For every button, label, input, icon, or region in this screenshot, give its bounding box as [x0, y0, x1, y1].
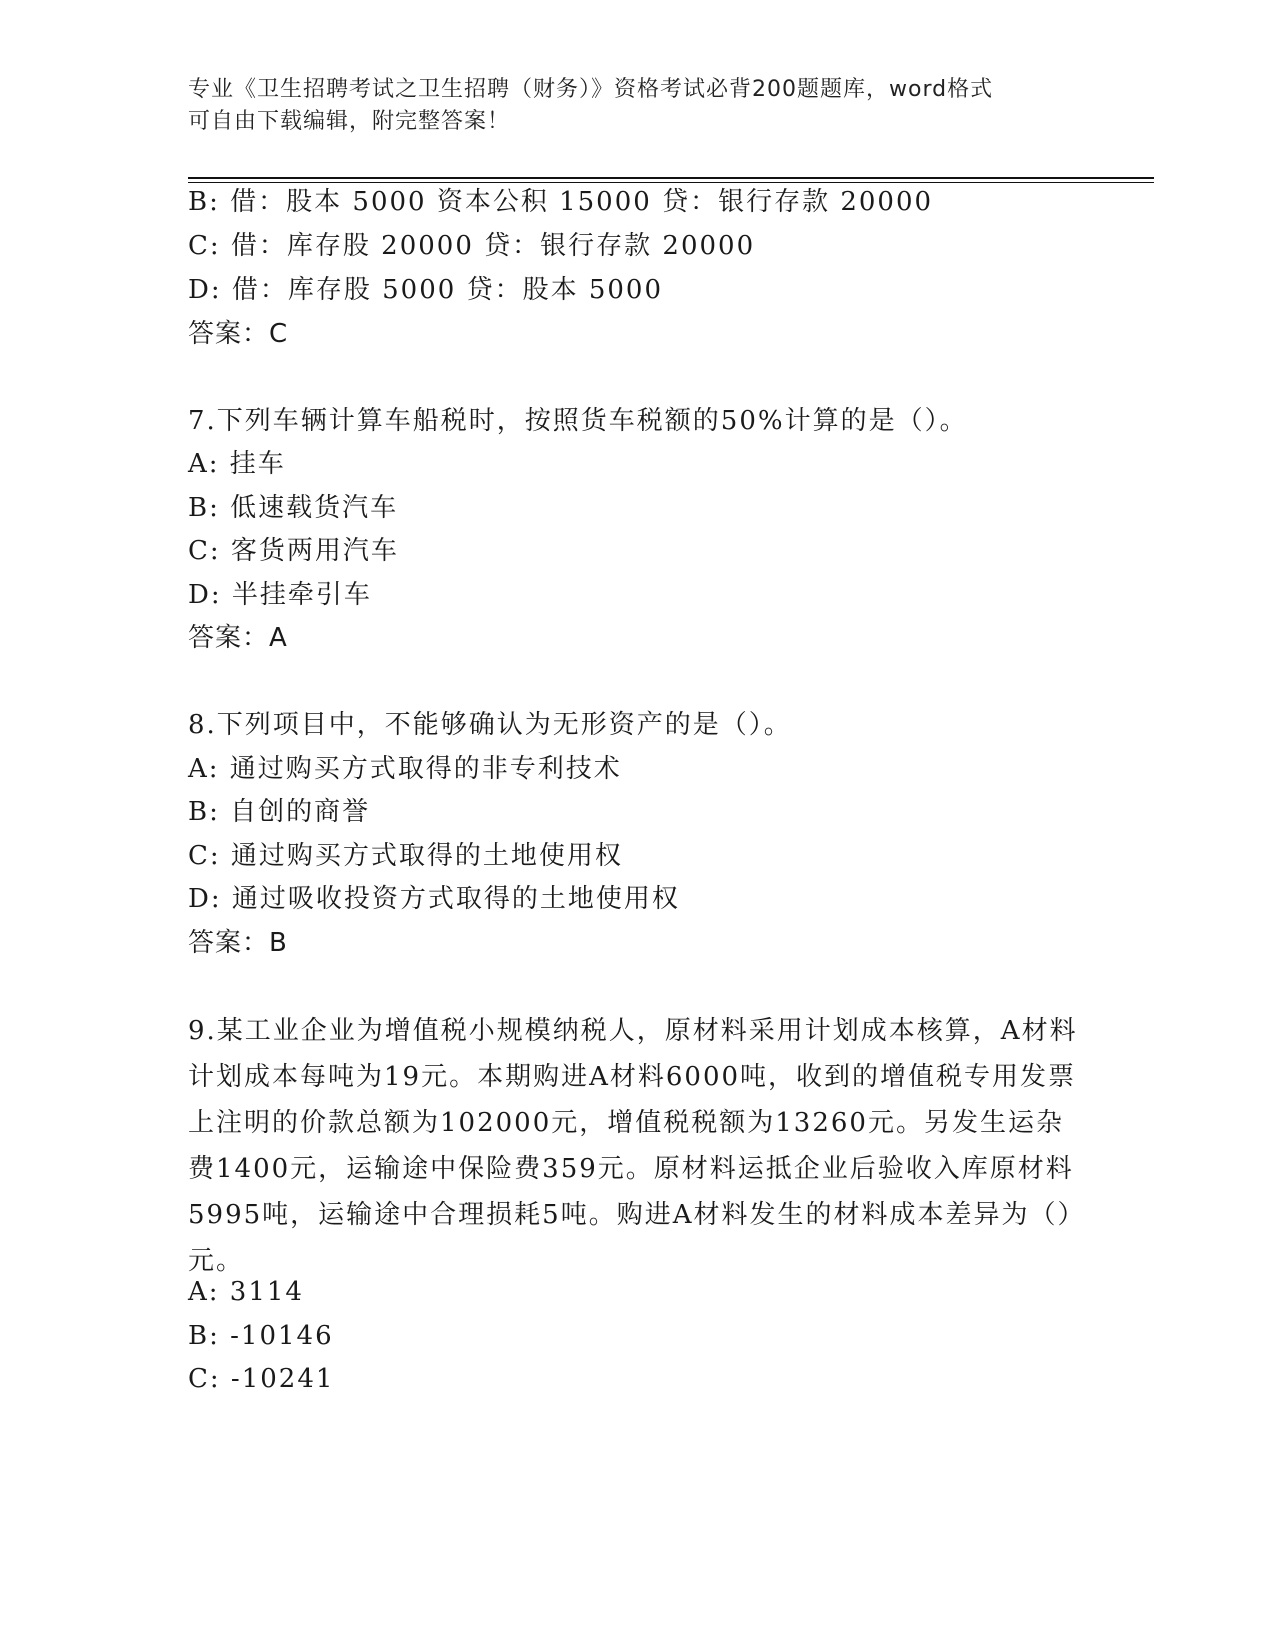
q8-answer: 答案：B [188, 928, 288, 958]
q8-option-b: B: 自创的商誉 [188, 797, 371, 827]
q8-option-c: C: 通过购买方式取得的土地使用权 [188, 841, 623, 871]
q7-option-d: D: 半挂牵引车 [188, 580, 372, 610]
q7-stem: 7.下列车辆计算车船税时，按照货车税额的50%计算的是（）。 [188, 406, 968, 436]
q8-option-d: D: 通过吸收投资方式取得的土地使用权 [188, 884, 680, 914]
q9-option-a: A: 3114 [188, 1277, 304, 1307]
q7-option-b: B: 低速载货汽车 [188, 493, 399, 523]
q8-stem: 8.下列项目中，不能够确认为无形资产的是（）。 [188, 710, 792, 740]
header-title-line-1: 专业《卫生招聘考试之卫生招聘（财务）》资格考试必背200题题库，word格式 [188, 77, 994, 102]
q9-option-b: B: -10146 [188, 1321, 334, 1351]
q6-option-b: B: 借：股本 5000 资本公积 15000 贷：银行存款 20000 [188, 187, 934, 217]
header-rule-thick [188, 177, 1154, 179]
q6-answer: 答案：C [188, 319, 289, 349]
header-title-line-2: 可自由下载编辑，附完整答案！ [188, 109, 511, 134]
q8-option-a: A: 通过购买方式取得的非专利技术 [188, 754, 622, 784]
q7-answer: 答案：A [188, 623, 288, 653]
q9-option-c: C: -10241 [188, 1364, 335, 1394]
q6-option-c: C: 借：库存股 20000 贷：银行存款 20000 [188, 231, 756, 261]
q7-option-a: A: 挂车 [188, 449, 286, 479]
q6-option-d: D: 借：库存股 5000 贷：股本 5000 [188, 275, 664, 305]
document-header [188, 74, 1068, 138]
header-rule-thin [188, 182, 1154, 183]
q9-stem: 9.某工业企业为增值税小规模纳税人，原材料采用计划成本核算，A材料计划成本每吨为19元。本期购进A材料6000吨，收到的增值税专用发票上注明的价款总额为102000元，增值税税额为13260元。另发生运杂费1400元，运输途中保险费359元。原材料运抵企业后验收入库原材料5995吨，运输途中合理损耗5吨。购进A材料发生的材料成本差异为（）元。 [188, 1016, 1078, 1276]
q7-option-c: C: 客货两用汽车 [188, 536, 399, 566]
